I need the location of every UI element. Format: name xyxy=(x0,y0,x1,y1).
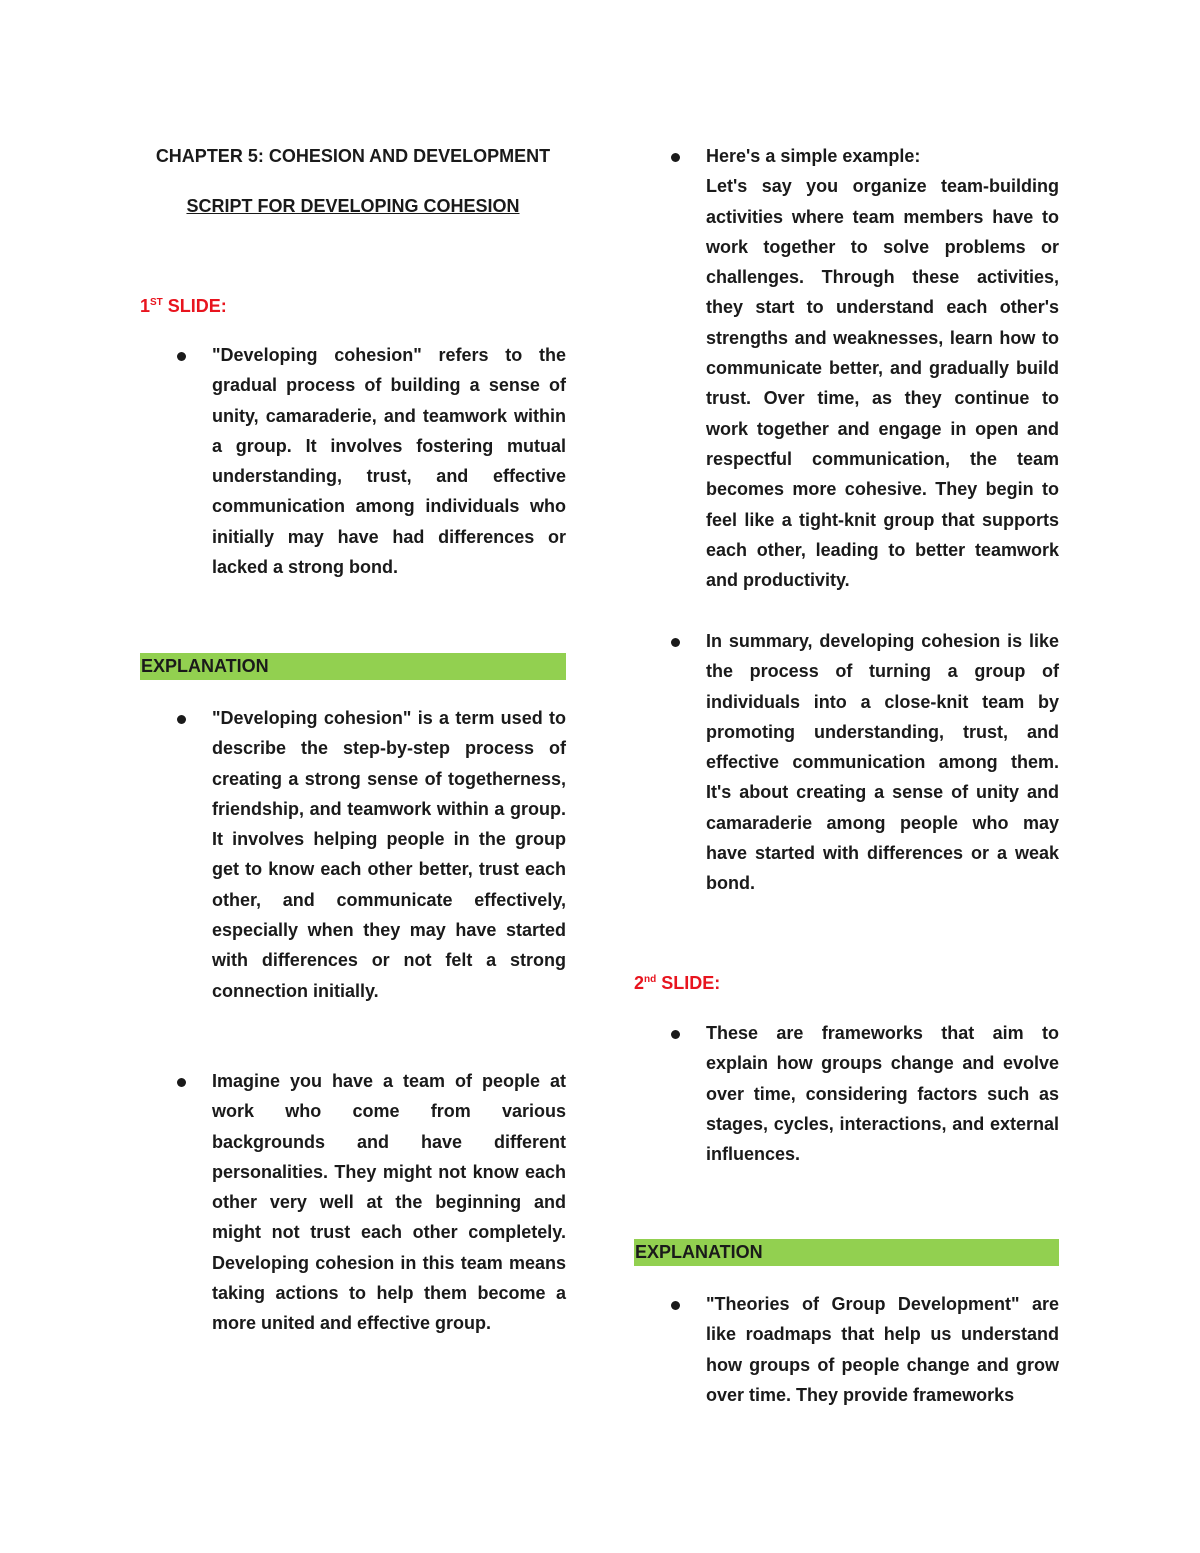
bullet-icon xyxy=(671,1030,680,1039)
slide-number-suffix: ST xyxy=(150,297,163,308)
explanation-banner: EXPLANATION xyxy=(634,1239,1059,1266)
example-body: Let's say you organize team-building activities where team members have to work together to solve problems or challenges. Through these activities, they start to understand each other's strengths and weaknesses, learn how to communicate better, and gradually build trust. Over time, as they continue to work together and engage in open and respectful communication, the team becomes more cohesive. They begin to feel like a tight-knit group that supports each other, leading to better teamwork and productivity. xyxy=(706,176,1059,591)
list-item xyxy=(140,703,566,1006)
bullet-icon xyxy=(177,1078,186,1087)
bullet-icon xyxy=(671,153,680,162)
bullet-text: Imagine you have a team of people at work who come from various backgrounds and have different personalities. They might not know each other very well at the beginning and might not trust each other completely. Developing cohesion in this team means taking actions to help them become a more united and effective group. xyxy=(212,1071,566,1334)
bullet-icon xyxy=(671,1301,680,1310)
list-item xyxy=(634,1289,1059,1410)
example-lead: Here's a simple example: xyxy=(706,146,921,166)
bullet-text: These are frameworks that aim to explain how groups change and evolve over time, considering factors such as stages, cycles, interactions, and external influences. xyxy=(706,1023,1059,1165)
bullet-text xyxy=(706,141,1059,595)
list-item xyxy=(140,1066,566,1339)
chapter-title: CHAPTER 5: COHESION AND DEVELOPMENT xyxy=(155,146,551,166)
list-item xyxy=(634,1018,1059,1169)
slide-1-heading xyxy=(140,296,227,317)
bullet-text: "Developing cohesion" refers to the gradual process of building a sense of unity, camaraderie, and teamwork within a group. It involves fostering mutual understanding, trust, and effective communication among individuals who initially may have had differences or lacked a strong bond. xyxy=(212,345,566,578)
slide-number: 2 xyxy=(634,973,645,993)
slide-number-suffix: nd xyxy=(644,974,657,985)
slide-label: SLIDE: xyxy=(162,296,227,316)
script-title: SCRIPT FOR DEVELOPING COHESION xyxy=(186,196,520,216)
slide-2-heading xyxy=(634,973,720,994)
bullet-icon xyxy=(177,352,186,361)
bullet-icon xyxy=(671,638,680,647)
list-item xyxy=(634,141,1059,595)
slide-label: SLIDE: xyxy=(656,973,721,993)
bullet-icon xyxy=(177,715,186,724)
bullet-text: "Theories of Group Development" are like roadmaps that help us understand how groups of people change and grow over time. They provide frameworks xyxy=(706,1294,1059,1405)
list-item xyxy=(140,340,566,582)
bullet-text: "Developing cohesion" is a term used to describe the step-by-step process of creating a strong sense of togetherness, friendship, and teamwork within a group. It involves helping people in the group get to know each other better, trust each other, and communicate effectively, especially when they may have started with differences or not felt a strong connection initially. xyxy=(212,708,566,1001)
slide-number: 1 xyxy=(140,296,151,316)
explanation-banner: EXPLANATION xyxy=(140,653,566,680)
bullet-text: In summary, developing cohesion is like the process of turning a group of individuals into a close-knit team by promoting understanding, trust, and effective communication among them. It's about creating a sense of unity and camaraderie among people who may have started with differences or a weak bond. xyxy=(706,631,1059,894)
list-item xyxy=(634,626,1059,899)
